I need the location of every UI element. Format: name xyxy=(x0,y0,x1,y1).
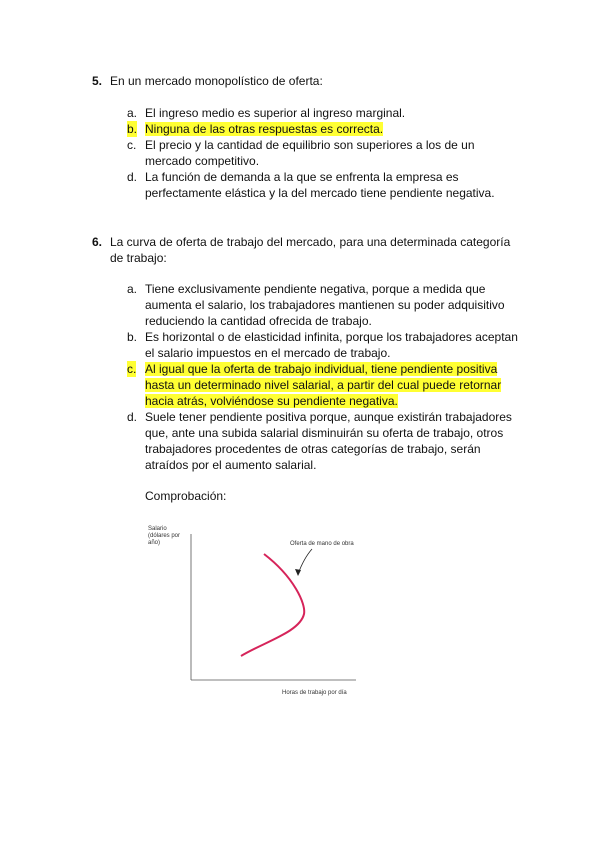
option-line: hasta un determinado nivel salarial, a partir del cual puede retornar xyxy=(145,378,502,392)
option-6d xyxy=(127,409,527,473)
supply-curve xyxy=(241,554,304,656)
labor-supply-graph xyxy=(144,522,364,702)
question-5 xyxy=(92,73,532,89)
option-line: que, ante una subida salarial disminuirán su oferta de trabajo, otros xyxy=(145,426,504,440)
x-axis-label: Horas de trabajo por día xyxy=(282,690,347,696)
y-axis-label-line: (dólares por xyxy=(148,533,181,539)
option-line: El ingreso medio es superior al ingreso marginal. xyxy=(145,106,406,120)
option-line: reduciendo la cantidad ofrecida de trabajo. xyxy=(145,314,372,328)
arrow-head xyxy=(295,569,301,576)
option-line: atraídos por el aumento salarial. xyxy=(145,458,317,472)
option-5c xyxy=(127,137,527,169)
option-letter: b. xyxy=(127,122,138,136)
option-line: El precio y la cantidad de equilibrio son superiores a los de un xyxy=(145,138,475,152)
option-letter: a. xyxy=(127,282,138,296)
question-text-line: La curva de oferta de trabajo del mercado, para una determinada categoría xyxy=(110,235,511,249)
option-line: hacia atrás, volviéndose su pendiente negativa. xyxy=(145,394,398,408)
option-line: perfectamente elástica y la del mercado tiene pendiente negativa. xyxy=(145,186,495,200)
option-5d xyxy=(127,169,527,201)
option-6c xyxy=(127,361,527,409)
option-letter: c. xyxy=(127,138,137,152)
question-6-options xyxy=(127,281,527,473)
option-letter: b. xyxy=(127,330,138,344)
y-axis-label-line: año) xyxy=(148,540,161,546)
question-5-options xyxy=(127,105,527,201)
option-6b xyxy=(127,329,527,361)
option-letter: d. xyxy=(127,170,138,184)
option-line: Tiene exclusivamente pendiente negativa, porque a medida que xyxy=(145,282,486,296)
question-6 xyxy=(92,234,532,266)
question-text-line: de trabajo: xyxy=(110,251,167,265)
question-number: 5. xyxy=(92,74,103,88)
option-line: aumenta el salario, los trabajadores mantienen su poder adquisitivo xyxy=(145,298,505,312)
verification-caption: Comprobación: xyxy=(145,489,227,503)
option-6a xyxy=(127,281,527,329)
option-5a xyxy=(127,105,527,121)
option-line: Es horizontal o de elasticidad infinita, porque los trabajadores aceptan xyxy=(145,330,518,344)
option-letter: d. xyxy=(127,410,138,424)
option-5b xyxy=(127,121,527,137)
option-line: mercado competitivo. xyxy=(145,154,260,168)
option-line: Al igual que la oferta de trabajo individual, tiene pendiente positiva xyxy=(145,362,498,376)
option-line: Ninguna de las otras respuestas es correcta. xyxy=(145,122,384,136)
curve-label: Oferta de mano de obra xyxy=(290,541,354,547)
option-line: La función de demanda a la que se enfrenta la empresa es xyxy=(145,170,459,184)
question-text: En un mercado monopolístico de oferta: xyxy=(110,74,323,88)
option-line: trabajadores procedentes de otras categorías de trabajo, serán xyxy=(145,442,481,456)
option-line: Suele tener pendiente positiva porque, aunque existirán trabajadores xyxy=(145,410,512,424)
option-letter: a. xyxy=(127,106,138,120)
question-number: 6. xyxy=(92,235,103,249)
labor-supply-svg xyxy=(144,522,364,702)
option-letter: c. xyxy=(127,362,137,376)
option-line: el salario impuestos en el mercado de trabajo. xyxy=(145,346,391,360)
y-axis-label-line: Salario xyxy=(148,526,167,532)
